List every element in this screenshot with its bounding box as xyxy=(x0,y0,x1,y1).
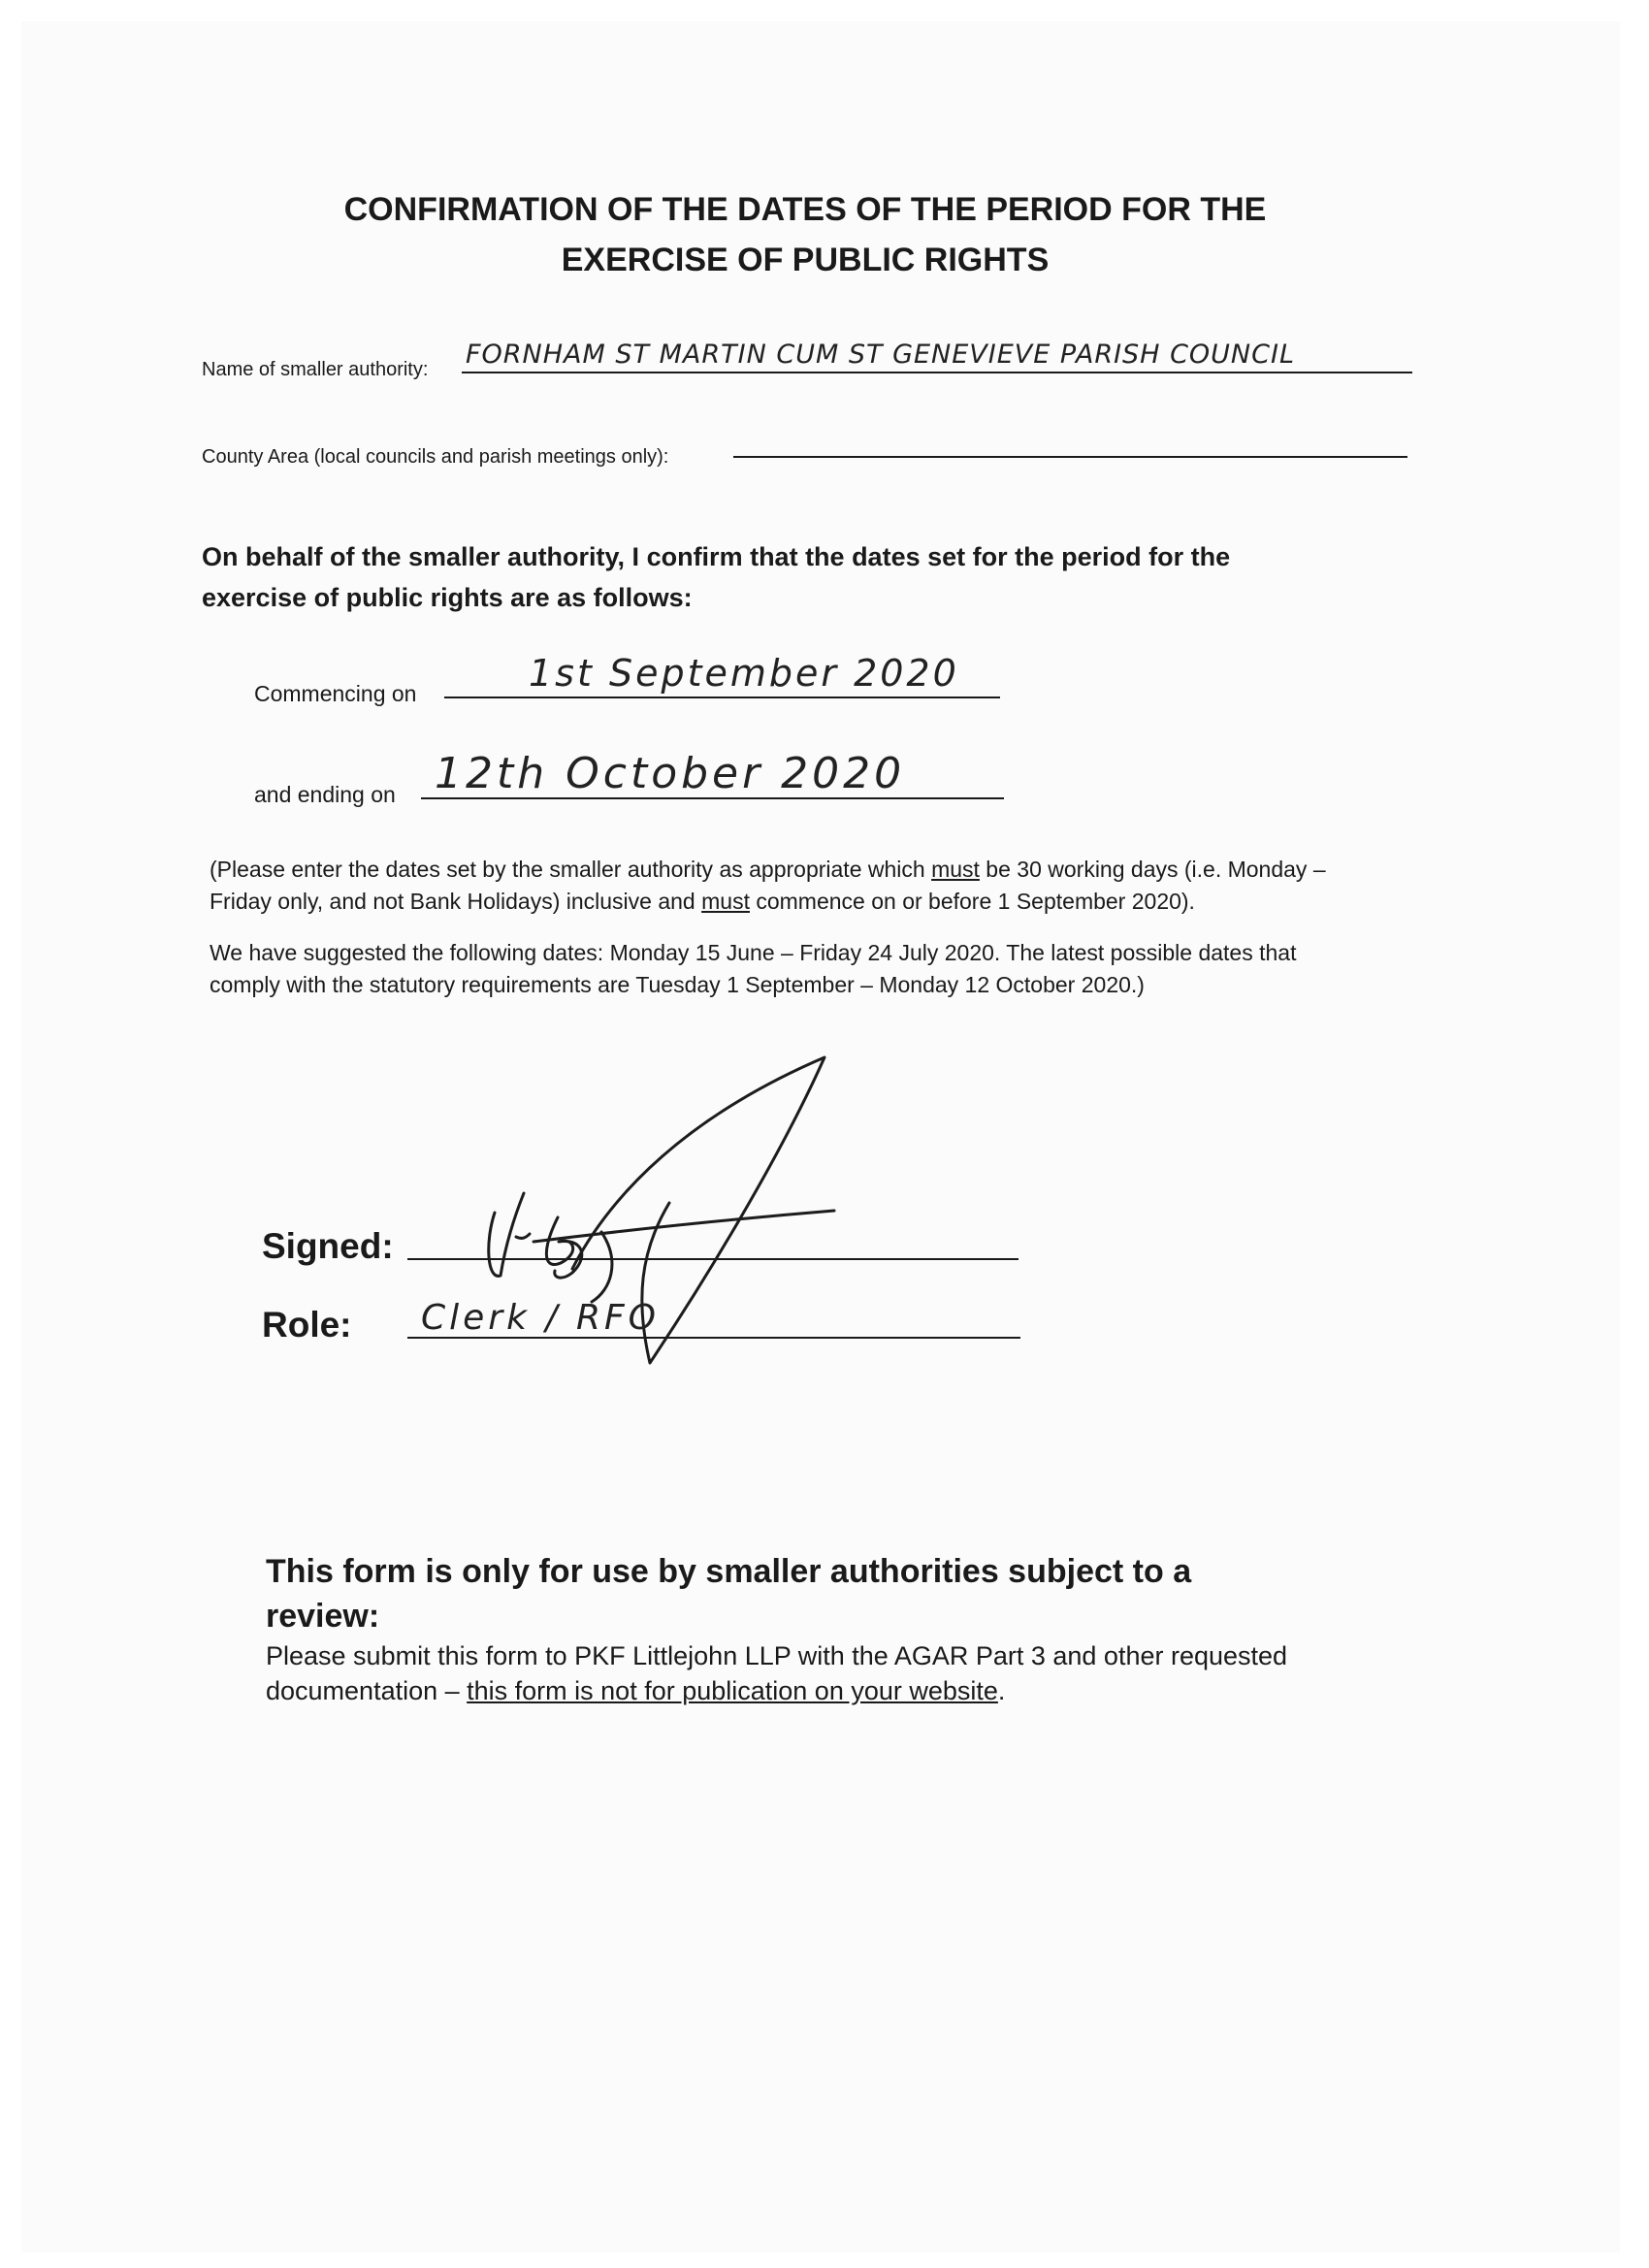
note-working-days xyxy=(210,854,1490,918)
footer-heading-line-1: This form is only for use by smaller authorities subject to a xyxy=(266,1553,1192,1590)
form-title-line-2: EXERCISE OF PUBLIC RIGHTS xyxy=(561,242,1050,278)
note1-part-c: Friday only, and not Bank Holidays) inclusive and xyxy=(210,889,702,914)
signature-stroke-3 xyxy=(546,1217,581,1278)
county-label: County Area (local councils and parish meetings only): xyxy=(202,446,669,468)
form-title-line-1: CONFIRMATION OF THE DATES OF THE PERIOD FOR THE xyxy=(343,191,1267,228)
signature-image[interactable] xyxy=(466,1048,854,1397)
note1-must-2: must xyxy=(701,889,750,914)
footer-publication-warning: this form is not for publication on your website xyxy=(467,1676,998,1705)
note1-part-a: (Please enter the dates set by the smaller authority as appropriate which xyxy=(210,857,932,882)
authority-handwritten-value[interactable]: FORNHAM ST MARTIN CUM ST GENEVIEVE PARISH COUNCIL xyxy=(466,340,1295,370)
commencing-handwritten-value[interactable]: 1st September 2020 xyxy=(529,652,959,695)
footer-heading-line-2: review: xyxy=(266,1598,380,1635)
confirm-statement xyxy=(202,536,1463,618)
footer-notice xyxy=(266,1549,1527,1708)
authority-underline xyxy=(462,372,1412,373)
footer-body-line-2 xyxy=(266,1673,1527,1708)
note2-line-2: comply with the statutory requirements are Tuesday 1 September – Monday 12 October 2020.) xyxy=(210,972,1145,997)
footer-body-line-1: Please submit this form to PKF Littlejohn LLP with the AGAR Part 3 and other requested xyxy=(266,1641,1288,1670)
footer-body-2a: documentation – xyxy=(266,1676,468,1705)
signed-label: Signed: xyxy=(262,1226,394,1266)
confirm-line-2: exercise of public rights are as follows: xyxy=(202,583,693,612)
signature-stroke-2 xyxy=(516,1234,530,1238)
note1-part-d: commence on or before 1 September 2020). xyxy=(749,889,1195,914)
commencing-underline xyxy=(444,697,1000,698)
note1-must-1: must xyxy=(931,857,980,882)
signature-stroke-5 xyxy=(534,1211,834,1242)
role-label: Role: xyxy=(262,1305,352,1345)
confirm-line-1: On behalf of the smaller authority, I confirm that the dates set for the period for the xyxy=(202,542,1231,571)
footer-body-2b: . xyxy=(997,1676,1006,1705)
signature-stroke-1 xyxy=(489,1193,524,1276)
ending-label: and ending on xyxy=(254,782,396,807)
commencing-label: Commencing on xyxy=(254,681,417,706)
signature-stroke-6 xyxy=(592,1232,612,1302)
note-suggested-dates xyxy=(210,937,1490,1001)
note2-line-1: We have suggested the following dates: Monday 15 June – Friday 24 July 2020. The latest possible dates that xyxy=(210,940,1297,965)
ending-handwritten-value[interactable]: 12th October 2020 xyxy=(435,749,906,798)
authority-label: Name of smaller authority: xyxy=(202,359,429,380)
county-underline xyxy=(733,456,1407,458)
form-title xyxy=(223,184,1387,285)
role-handwritten-value[interactable]: Clerk / RFO xyxy=(421,1298,661,1338)
note1-part-b: be 30 working days (i.e. Monday – xyxy=(979,857,1326,882)
